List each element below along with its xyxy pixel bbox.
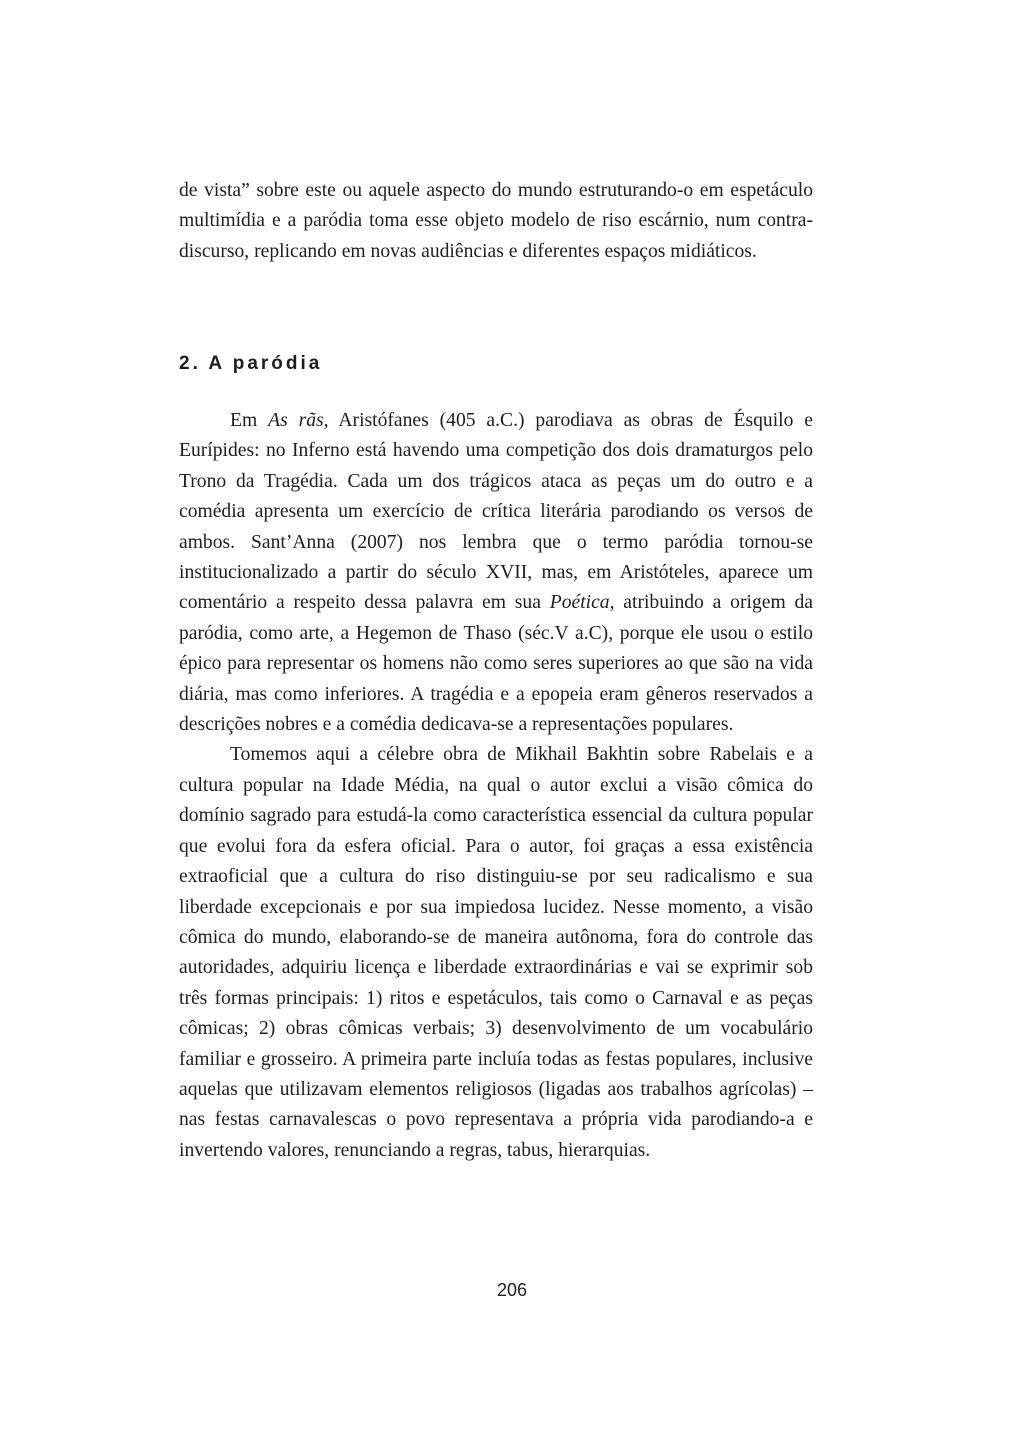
paragraph-1-part-2: , Aristófanes (405 a.C.) parodiava as obras de Ésquilo e Eurípides: no Inferno está havendo uma competição dos dois dramaturgos pelo Trono da Tragédia. Cada um dos trágicos ataca as peças um do outro e a comédia apresenta um exercício de crítica literária parodiando os versos de ambos. Sant’Anna (2007) nos lembra que o termo paródia tornou-se institucionalizado a partir do século XVII, mas, em Aristóteles, aparece um comentário a respeito dessa palavra em sua [179,410,813,614]
paragraph-1-part-1: Em [230,410,269,431]
continued-paragraph-text: de vista” sobre este ou aquele aspecto do mundo estruturando-o em espetáculo multimídia e a paródia toma esse objeto modelo de riso escárnio, num contra-discurso, replicando em novas audiências e diferentes espaços midiáticos. [179,180,813,262]
section-body [179,406,813,1166]
paragraph-1 [179,406,813,740]
section-heading: 2. A paródia [179,353,323,374]
paragraph-1-part-3: , atribuindo a origem da paródia, como arte, a Hegemon de Thaso (séc.V a.C), porque ele usou o estilo épico para representar os homens não como seres superiores ao que são na vida diária, mas como inferiores. A tragédia e a epopeia eram gêneros reservados a descrições nobres e a comédia dedicava-se a representações populares. [179,592,813,736]
continued-paragraph [179,176,813,267]
page-number: 206 [496,1280,528,1300]
work-title-as-ras: As rãs [268,410,324,431]
paragraph-2: Tomemos aqui a célebre obra de Mikhail Bakhtin sobre Rabelais e a cultura popular na Idade Média, na qual o autor exclui a visão cômica do domínio sagrado para estudá-la como característica essencial da cultura popular que evolui fora da esfera oficial. Para o autor, foi graças a essa existência extraoficial que a cultura do riso distinguiu-se por seu radicalismo e sua liberdade excepcionais e por sua impiedosa lucidez. Nesse momento, a visão cômica do mundo, elaborando-se de maneira autônoma, fora do controle das autoridades, adquiriu licença e liberdade extraordinárias e vai se exprimir sob três formas principais: 1) ritos e espetáculos, tais como o Carnaval e as peças cômicas; 2) obras cômicas verbais; 3) desenvolvimento de um vocabulário familiar e grosseiro. A primeira parte incluía todas as festas populares, inclusive aquelas que utilizavam elementos religiosos (ligadas aos trabalhos agrícolas) – nas festas carnavalescas o povo representava a própria vida parodiando-a e invertendo valores, renunciando a regras, tabus, hierarquias. [179,744,813,1161]
work-title-poetica: Poética [549,592,610,614]
